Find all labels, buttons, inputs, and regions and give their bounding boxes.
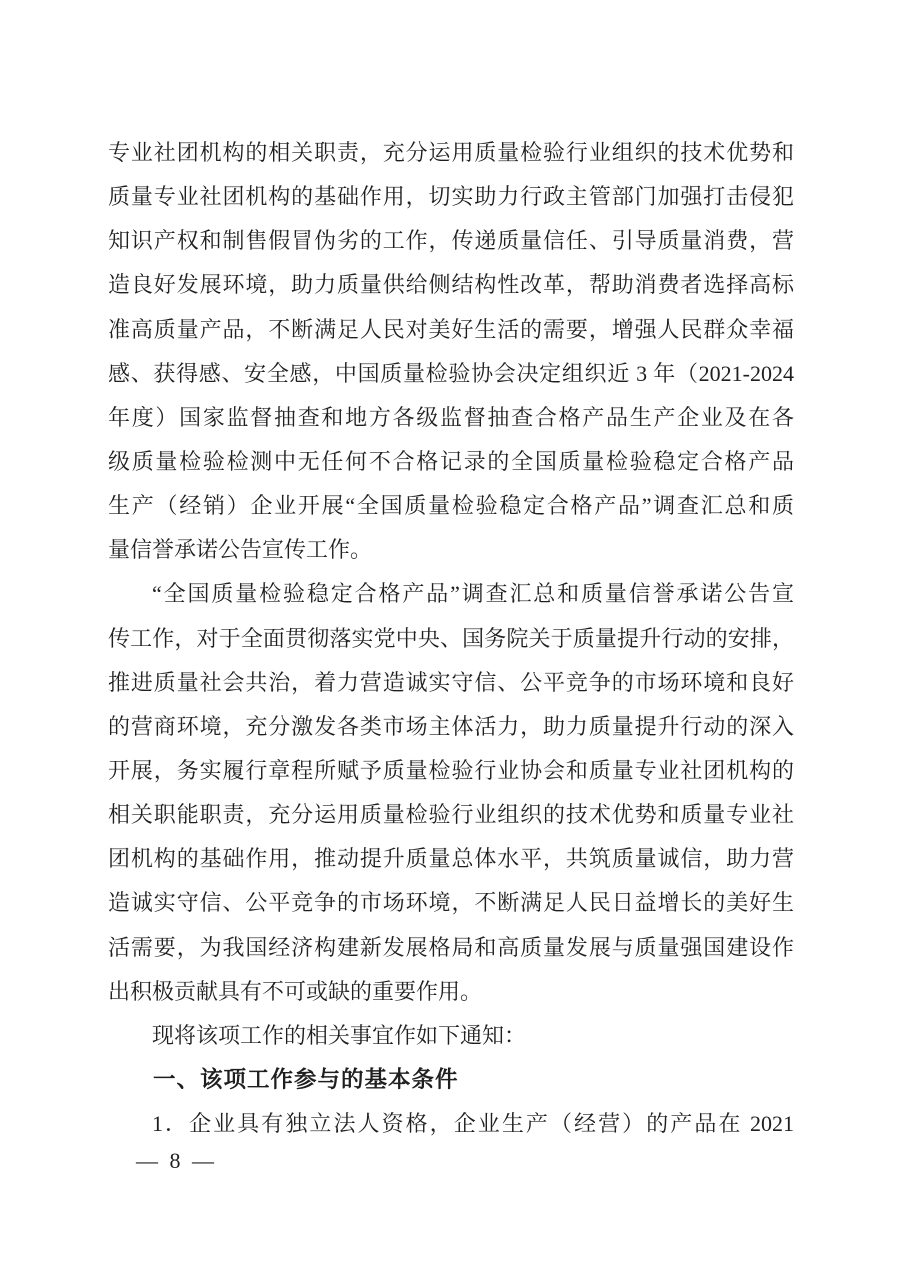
section-heading: 一、该项工作参与的基本条件 (153, 1066, 459, 1092)
body-line: 年度）国家监督抽查和地方各级监督抽查合格产品生产企业及在各 (108, 404, 794, 430)
body-line: 出积极贡献具有不可或缺的重要作用。 (108, 978, 483, 1004)
document-body (108, 131, 794, 1146)
body-line: 知识产权和制售假冒伪劣的工作，传递质量信任、引导质量消费，营 (108, 228, 794, 254)
body-line: 感、获得感、安全感，中国质量检验协会决定组织近 3 年（2021-2024 (108, 360, 794, 386)
body-line: 造良好发展环境，助力质量供给侧结构性改革，帮助消费者选择高标 (108, 272, 794, 298)
body-line: 生产（经销）企业开展“全国质量检验稳定合格产品”调查汇总和质 (108, 493, 794, 519)
body-line: 相关职能职责，充分运用质量检验行业组织的技术优势和质量专业社 (108, 802, 794, 828)
body-line: 团机构的基础作用，推动提升质量总体水平，共筑质量诚信，助力营 (108, 846, 794, 872)
body-line: 传工作，对于全面贯彻落实党中央、国务院关于质量提升行动的安排， (108, 625, 794, 651)
body-line: 专业社团机构的相关职责，充分运用质量检验行业组织的技术优势和 (108, 140, 794, 165)
body-line: 1．企业具有独立法人资格，企业生产（经营）的产品在 2021 (152, 1111, 794, 1137)
body-line: 活需要，为我国经济构建新发展格局和高质量发展与质量强国建设作 (108, 934, 794, 960)
body-line: 造诚实守信、公平竞争的市场环境，不断满足人民日益增长的美好生 (108, 890, 794, 916)
body-line: “全国质量检验稳定合格产品”调查汇总和质量信誉承诺公告宣 (152, 581, 794, 607)
body-line: 质量专业社团机构的基础作用，切实助力行政主管部门加强打击侵犯 (108, 184, 794, 210)
body-line: 现将该项工作的相关事宜作如下通知： (152, 1022, 527, 1048)
body-line: 推进质量社会共治，着力营造诚实守信、公平竞争的市场环境和良好 (108, 669, 794, 695)
body-line: 开展，务实履行章程所赋予质量检验行业协会和质量专业社团机构的 (108, 757, 794, 783)
body-line: 级质量检验检测中无任何不合格记录的全国质量检验稳定合格产品 (108, 448, 794, 474)
page-number: — 8 — (136, 1148, 217, 1173)
body-line: 的营商环境，充分激发各类市场主体活力，助力质量提升行动的深入 (108, 713, 794, 739)
body-line: 准高质量产品，不断满足人民对美好生活的需要，增强人民群众幸福 (108, 316, 794, 342)
body-line: 量信誉承诺公告宣传工作。 (108, 537, 373, 563)
